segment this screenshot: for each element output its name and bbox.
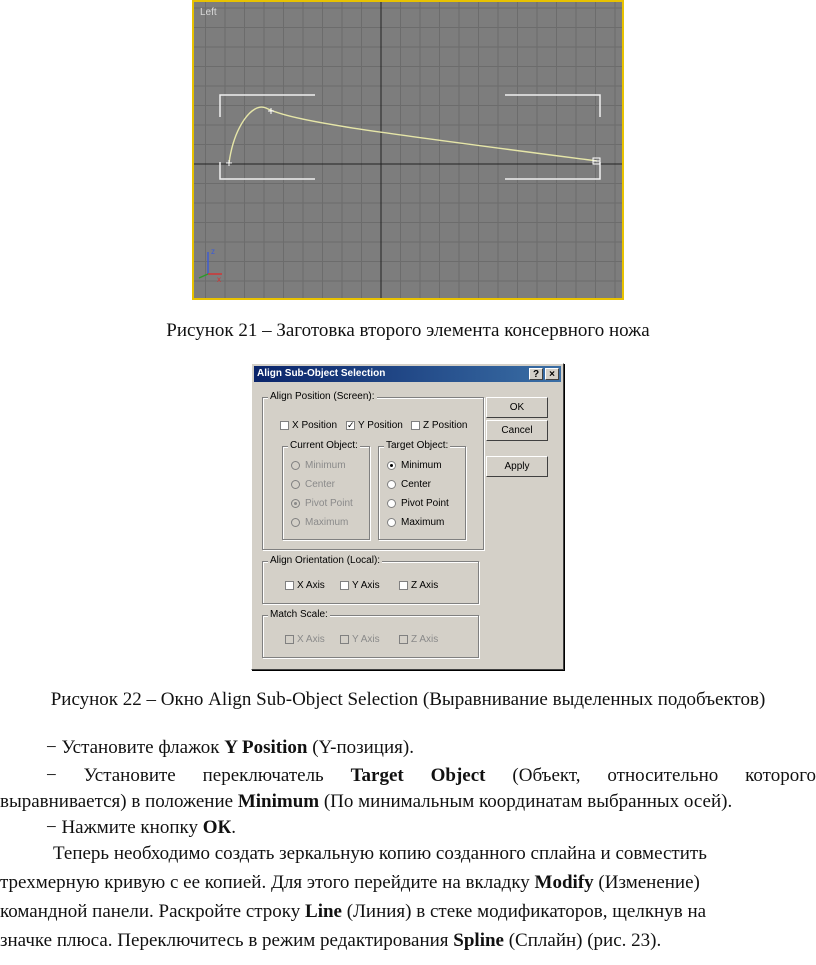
current-minimum-radio[interactable]: Minimum [291,460,346,471]
help-button[interactable]: ? [529,368,543,380]
bracket-bottom-left [220,162,315,179]
target-object-group [378,440,466,540]
y-axis-line [199,274,208,278]
align-orientation-label: Align Orientation (Local): [270,555,381,566]
y-position-label: Y Position [358,420,403,431]
viewport-canvas[interactable] [194,2,622,298]
paragraph-line-1: Теперь необходимо создать зеркальную копию созданного сплайна и совместить [53,843,707,864]
y-position-box[interactable]: ✓ [347,420,355,430]
z-position-checkbox[interactable] [411,420,467,431]
target-minimum-radio[interactable]: Minimum [387,460,442,471]
align-position-label: Align Position (Screen): [270,391,375,402]
bracket-bottom-right [505,162,600,179]
current-center-radio[interactable]: Center [291,479,335,490]
selection-brackets [220,95,600,179]
close-button[interactable]: × [545,368,559,380]
match-scale-group [262,609,479,658]
orientation-y-axis-checkbox[interactable]: Y Axis [340,580,380,591]
paragraph-line-4: значке плюса. Переключитесь в режим редактирования Spline (Сплайн) (рис. 23). [0,930,662,951]
target-pivot-radio[interactable]: Pivot Point [387,498,449,509]
current-maximum-radio[interactable]: Maximum [291,517,348,528]
dialog-title: Align Sub-Object Selection [257,368,386,379]
x-axis-label: x [217,275,221,284]
left-viewport[interactable] [192,0,624,300]
orientation-x-axis-checkbox[interactable]: X Axis [285,580,325,591]
current-pivot-radio[interactable]: Pivot Point [291,498,353,509]
x-position-checkbox[interactable] [280,420,337,431]
x-position-label: X Position [292,420,338,431]
cancel-button[interactable]: Cancel [486,420,548,441]
viewport-grid [194,2,622,298]
apply-button[interactable]: Apply [486,456,548,477]
paragraph-line-3: командной панели. Раскройте строку Line (Линия) в стеке модификаторов, щелкнув на [0,901,707,922]
current-object-label: Current Object: [290,440,358,451]
viewport-label[interactable]: Left [200,7,217,18]
z-position-box[interactable] [411,421,420,430]
align-sub-object-dialog [251,363,564,670]
instruction-3: − Нажмите кнопку ОК. [46,817,237,838]
x-position-box[interactable] [280,421,289,430]
align-position-group [262,391,484,550]
match-scale-label: Match Scale: [270,609,328,620]
target-maximum-radio[interactable]: Maximum [387,517,444,528]
target-object-label: Target Object: [386,440,449,451]
axis-gizmo [199,247,222,284]
z-position-label: Z Position [423,420,468,431]
figure-21-caption: Рисунок 21 – Заготовка второго элемента консервного ножа [166,320,650,341]
spline-curve[interactable] [229,107,597,163]
y-position-checkbox[interactable] [346,420,403,431]
paragraph-line-2: трехмерную кривую с ее копией. Для этого перейдите на вкладку Modify (Изменение) [0,872,700,893]
z-axis-label: z [211,247,215,256]
figure-22-caption: Рисунок 22 – Окно Align Sub-Object Selection (Выравнивание выделенных подобъектов) [50,689,766,710]
current-object-group [282,440,370,540]
orientation-z-axis-checkbox[interactable]: Z Axis [399,580,438,591]
target-center-radio[interactable]: Center [387,479,431,490]
instruction-2-line-1: − Установите переключатель Target Object (Объект, относительно которого [46,765,816,786]
align-orientation-group [262,555,479,604]
dialog-titlebar[interactable] [254,366,561,382]
instruction-1: − Установите флажок Y Position (Y-позиция). [46,737,414,758]
instruction-2-line-2: выравнивается) в положение Minimum (По минимальным координатам выбранных осей). [0,791,733,812]
ok-button[interactable]: OK [486,397,548,418]
scale-y-axis-checkbox[interactable]: Y Axis [340,634,380,645]
scale-x-axis-checkbox[interactable]: X Axis [285,634,325,645]
scale-z-axis-checkbox[interactable]: Z Axis [399,634,438,645]
